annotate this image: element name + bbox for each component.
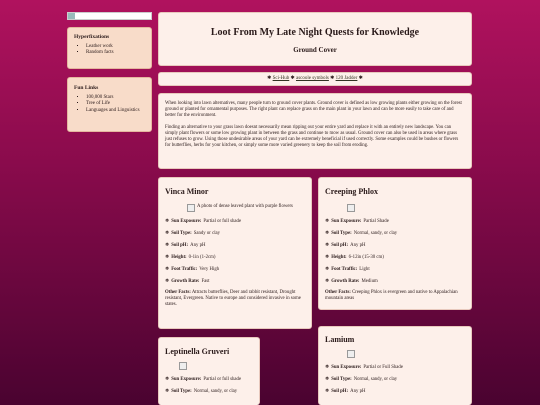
gear-icon: ❅ [165, 231, 170, 236]
page-subtitle: Ground Cover [293, 46, 337, 54]
plant-image [179, 362, 253, 370]
star-separator-icon: ✱ [267, 76, 272, 81]
plant-card-vinca-minor: Vinca Minor A photo of dense leaved plant with purple flowers ❅ Sun Exposure: Partial or full shade ❅ Soil Type: Sandy or clay ❅ Soil pH: Any pH ❅ Height: 0-1in (1-2cm) ❅ Foot Traffic: Very High ❅ Growth Rate: Fast Other Facts: Attracts butterflies, Deer and rabbit resistant, Drought resistant, Evergreen. Native to europe and considered invasive in some states. [158, 177, 312, 329]
gear-icon: ❅ [165, 279, 170, 284]
header-card [158, 12, 472, 66]
intro-card [158, 93, 472, 169]
hyperfixations-heading: Hyperfixations [74, 34, 110, 40]
sidebar-fun-links [67, 77, 152, 132]
gear-icon: ❅ [325, 219, 330, 224]
fun-links-heading: Fun Links [74, 85, 99, 91]
nav-bar [158, 72, 472, 86]
page-title: Loot From My Late Night Quests for Knowledge [210, 27, 420, 38]
star-separator-icon: ✱ [330, 76, 335, 81]
intro-paragraph-2: Finding an alternative to your grass lawn doesnt necessarily mean ripping out your entire yard and replace it with an entirely new landscape. You can simply plant flowers or some low growing plant in between the grass and continue to mow as usual. Ground cover can also be used in areas where grass just refuses to grow. Using those undesirable areas of your yard can be extremely beneficial if used correctly. Some examples could be bushes or flowers for butterflies, herbs for your kitchen, or simply some more varied greenery to keep the soil from eroding. [165, 124, 459, 149]
gear-icon: ❅ [325, 365, 330, 370]
gear-icon: ❅ [325, 279, 330, 284]
site-logo-image [67, 12, 152, 20]
plant-image: A photo of dense leaved plant with purple flowers [187, 204, 305, 212]
plant-image [347, 204, 465, 212]
plant-card-creeping-phlox: Creeping Phlox ❅ Sun Exposure: Partial Shade ❅ Soil Type: Normal, sandy, or clay ❅ Soil pH: Any pH ❅ Height: 6-12in (15-30 cm) ❅ Foot Traffic: Light ❅ Growth Rate: Medium Other Facts: Creeping Phlox is evergreen and native to Appalachian mountain areas [318, 177, 472, 310]
gear-icon: ❅ [325, 231, 330, 236]
gear-icon: ❅ [165, 219, 170, 224]
gear-icon: ❅ [165, 377, 170, 382]
gear-icon: ❅ [165, 389, 170, 394]
nav-link-ascoole-symbols[interactable]: ascoole symbols [295, 76, 329, 81]
broken-image-icon [187, 204, 195, 212]
sidebar-item-leather-work[interactable]: ▪ Leather work [86, 44, 145, 50]
nav-link-120-jadder[interactable]: 120 Jadder [335, 76, 358, 81]
other-facts: Other Facts: Creeping Phlox is evergreen and native to Appalachian mountain areas [325, 290, 458, 302]
broken-image-icon [179, 362, 187, 370]
star-separator-icon: ✱ [358, 76, 363, 81]
gear-icon: ❅ [325, 377, 330, 382]
plant-name: Lamium [325, 335, 355, 344]
link-languages-and-linguistics[interactable]: ▪ Languages and Linguistics [86, 108, 145, 114]
star-separator-icon: ✱ [290, 76, 295, 81]
broken-image-icon [347, 204, 355, 212]
nav-link-sci-hub[interactable]: Sci-Hub [272, 76, 290, 81]
plant-card-leptinella-gruveri: Leptinella Gruveri ❅ Sun Exposure: Partial or full shade ❅ Soil Type: Normal, sandy, or clay [158, 337, 260, 405]
gear-icon: ❅ [325, 255, 330, 260]
gear-icon: ❅ [165, 255, 170, 260]
plant-name: Leptinella Gruveri [165, 347, 230, 356]
plant-name: Vinca Minor [165, 187, 209, 196]
gear-icon: ❅ [325, 267, 330, 272]
plant-name: Creeping Phlox [325, 187, 378, 196]
plant-card-lamium: Lamium ❅ Sun Exposure: Partial or Full Shade ❅ Soil Type: Normal, sandy, or clay ❅ Soil pH: Any pH [318, 326, 472, 405]
sidebar-item-random-facts[interactable]: ▪ Random facts [86, 50, 145, 56]
gear-icon: ❅ [325, 243, 330, 248]
broken-image-icon [347, 350, 355, 358]
plant-image [347, 350, 465, 358]
other-facts: Other Facts: Attracts butterflies, Deer and rabbit resistant, Drought resistant, Evergreen. Native to europe and considered invasive in some states. [165, 290, 301, 308]
gear-icon: ❅ [165, 243, 170, 248]
intro-paragraph-1: When looking into lawn alternatives, many people turn to ground cover plants. Ground cover is defined as low growing plants either growing on the forest ground or planted for ornamental purposes. The right plant can replace grass on the main plant in your lawn and can be more easily to take care of and better for the environment. [165, 101, 462, 119]
link-tree-of-life[interactable]: ▪ Tree of Life [86, 101, 145, 107]
link-100000-stars[interactable]: ▪ 100,000 Stars [86, 95, 145, 101]
gear-icon: ❅ [165, 267, 170, 272]
sidebar-hyperfixations [67, 27, 152, 69]
gear-icon: ❅ [325, 389, 330, 394]
